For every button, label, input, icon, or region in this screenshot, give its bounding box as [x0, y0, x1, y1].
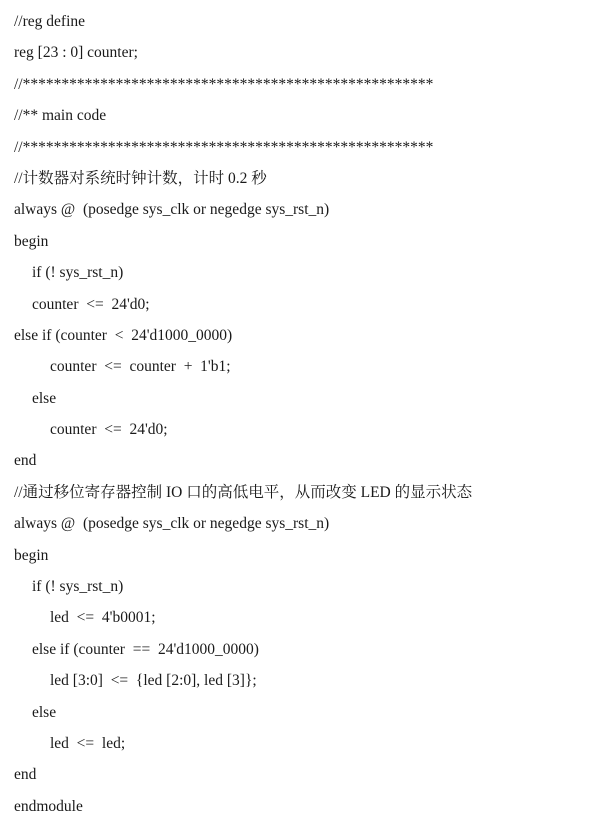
- code-line: if (! sys_rst_n): [32, 264, 124, 282]
- code-line: //通过移位寄存器控制 IO 口的高低电平，从而改变 LED 的显示状态: [14, 483, 473, 501]
- code-line: end: [14, 766, 37, 784]
- code-line: led [3:0] <= {led [2:0], led [3]};: [50, 672, 257, 690]
- code-line: endmodule: [14, 797, 83, 815]
- code-line: if (! sys_rst_n): [32, 578, 124, 596]
- code-line: counter <= 24'd0;: [50, 421, 168, 439]
- code-line: else: [32, 389, 57, 407]
- code-line: //计数器对系统时钟计数，计时 0.2 秒: [14, 169, 267, 187]
- code-line: always @ (posedge sys_clk or negedge sys_rst_n): [14, 515, 330, 533]
- code-line: //*****************************************************: [14, 75, 434, 93]
- code-line: //reg define: [14, 13, 86, 30]
- code-line: reg [23 : 0] counter;: [14, 44, 138, 62]
- code-line: counter <= 24'd0;: [32, 295, 150, 313]
- code-line: counter <= counter + 1'b1;: [50, 358, 231, 376]
- code-line: else: [32, 703, 57, 721]
- code-line: begin: [14, 232, 49, 250]
- code-listing: [0, 6, 604, 822]
- code-line: //** main code: [14, 107, 107, 125]
- code-line: else if (counter < 24'd1000_0000): [14, 326, 233, 344]
- code-line: led <= 4'b0001;: [50, 609, 156, 627]
- code-line: end: [14, 452, 37, 470]
- code-line: //*****************************************************: [14, 138, 434, 156]
- code-line: else if (counter == 24'd1000_0000): [32, 640, 259, 658]
- code-line: always @ (posedge sys_clk or negedge sys_rst_n): [14, 201, 330, 219]
- code-line: begin: [14, 546, 49, 564]
- code-line: led <= led;: [50, 734, 126, 752]
